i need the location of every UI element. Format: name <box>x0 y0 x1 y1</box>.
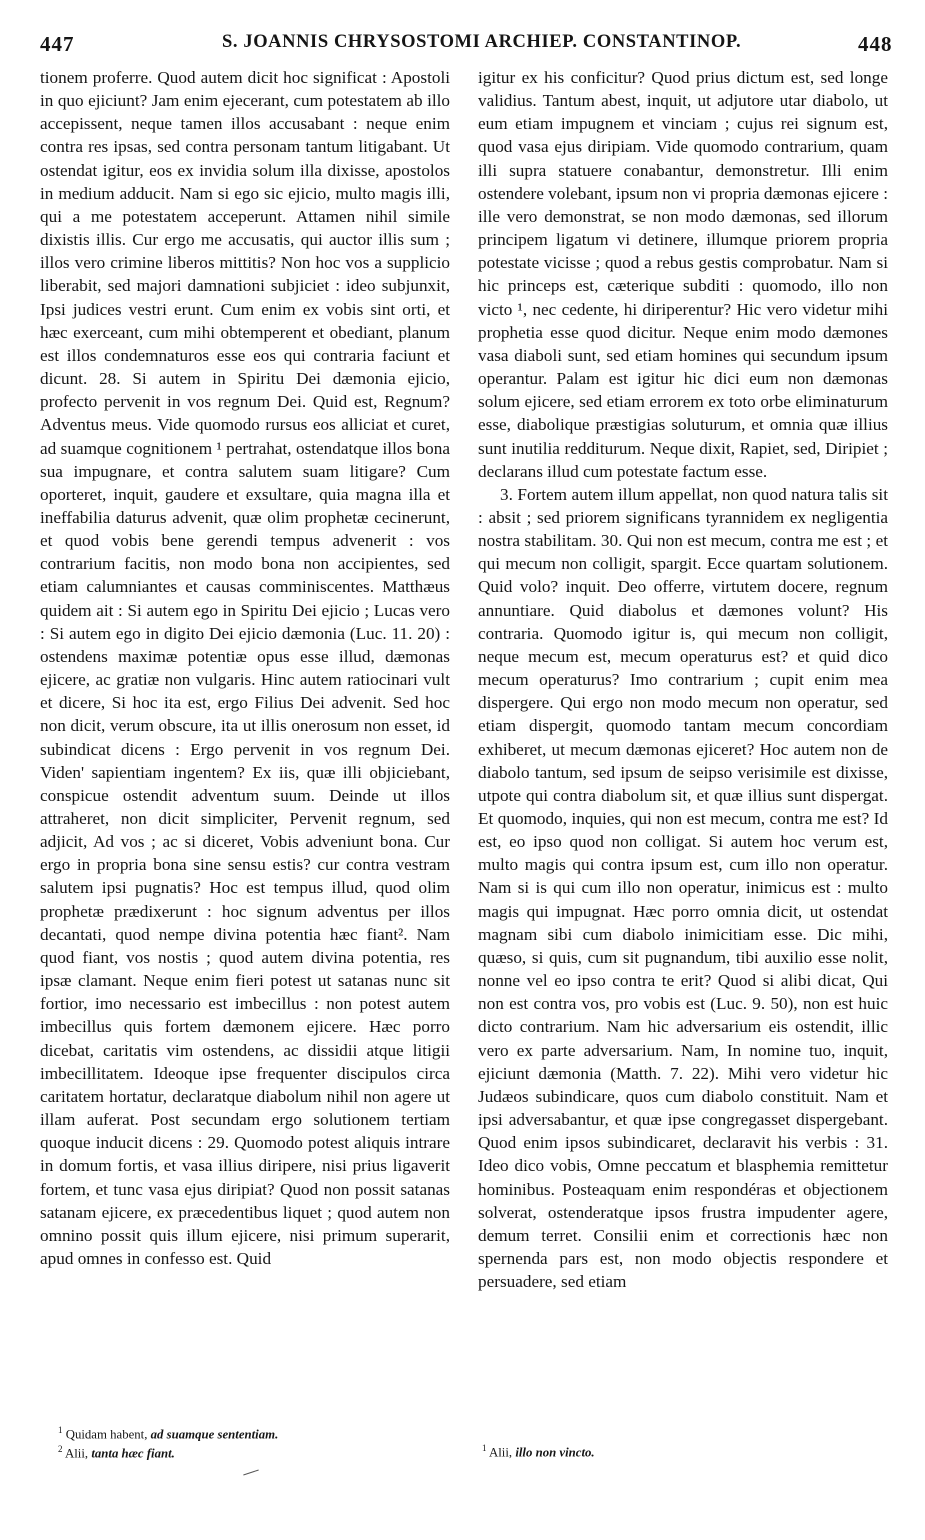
footnote-right-1 <box>482 1441 872 1460</box>
footnote-left-1 <box>58 1423 448 1442</box>
footnote-variant: illo non vincto. <box>515 1445 595 1460</box>
pen-stroke-mark <box>243 1470 259 1476</box>
footnote-variant: ad suamque sententiam. <box>150 1427 279 1442</box>
footnote-marker: 1 <box>58 1425 63 1435</box>
right-paragraph-2: 3. Fortem autem illum appellat, non quod natura talis sit : absit ; sed priorem significans tyrannidem ex negligentia nostra stabilitam. 30. Qui non est mecum, contra me est ; et qui mecum non colligit, spargit. Ecce quartam solutionem. Quid volo? inquit. Deo offerre, virtutem docere, regnum annuntiare. Quid diabolus et dæmones volunt? His contraria. Quomodo igitur is, qui mecum non colligit, neque mecum est, mecum operaturus est? et quid dico mecum operaturus? Imo contrarium ; cupit enim mea dispergere. Qui ergo non modo mecum non operatur, sed etiam dispergit, quomodo tantam mecum concordiam exhiberet, ut mecum dæmonas ejiceret? Hoc autem non de diabolo tantum, sed ipsum de seipso verisimile est dixisse, utpote qui contra diabolum sit, et quæ illius sunt dispergat. Et quomodo, inquies, qui non est mecum, contra me est? Id est, eo ipso quod non colligat. Si autem hoc verum est, multo magis qui contra ipsum est, cum illo non operatur. Nam si is qui cum illo non operatur, inimicus est : multo magis qui impugnat. Hæc porro omnia dicit, ut ostendat magnam sibi cum diabolo inimicitiam esse. Dic mihi, quæso, si quis, cum sit pugnandum, tibi auxilio esse nolit, nonne vel eo ipso contra te erit? Quod si alibi dicat, Qui non est contra vos, pro vobis est (Luc. 9. 50), non est huic dicto contrarium. Nam hic adversarium eis ostendit, illic vero ex parte adversarium. Nam, In nomine tuo, inquit, ejiciunt dæmonia (Matth. 7. 22). Mihi vero videtur hic Judæos subindicare, quos cum diabolo constituit. Nam et ipsi adversabantur, et quæ ipse congregasset dispergebant. Quod enim ipsos subindicaret, declaravit his verbis : 31. Ideo dico vobis, Omne peccatum et blasphemia remittetur hominibus. Posteaquam enim respondéras et objectionem solverat, ostenderatque ipsos frustra impudenter agere, demum terret. Consilii enim et correctionis hæc non spernenda pars est, non modo objectis respondere et persuadere, sed etiam <box>478 484 888 1292</box>
footnotes-right <box>482 1441 872 1460</box>
footnote-text: Alii, <box>489 1445 513 1460</box>
footnote-text: Alii, <box>65 1446 89 1461</box>
footnote-marker: 2 <box>58 1444 63 1455</box>
right-column <box>478 66 888 1293</box>
footnote-variant: tanta hæc fiant. <box>91 1446 175 1461</box>
page-number-right: 448 <box>858 32 893 56</box>
left-column <box>40 66 450 1270</box>
right-paragraph-1: igitur ex his conficitur? Quod prius dictum est, sed longe validius. Tantum abest, inquit, ut adjutore utar diabolo, ut eum etiam impugnem et vinciam ; cujus rei signum est, quod vasa ejus diripiam. Vide quomodo contrarium, quam illi supra statuere conabantur, demonstretur. Illi enim ostendere volebant, ipsum non vi propria dæmonas ejicere : ille vero demonstrat, se non modo dæmonas, sed illorum principem ligatum vi detinere, illumque priorem propria potestate vicisse ; quod a rebus gestis comprobatur. Nam si hic princeps est, cæterique subditi : quomodo, illo non victo ¹, nec cedente, hi diriperentur? Hic vero videtur mihi prophetia esse quod dicitur. Neque enim modo dæmones vasa diaboli sunt, sed etiam homines qui secundum ipsum operantur. Palam est igitur hic dici eum non dæmonas solum ejicere, sed etiam errorem ex toto orbe eliminaturum esse, diabolique præstigias soluturum, et omnia quæ illius sunt inutilia redditurum. Neque dixit, Rapiet, sed, Diripiet ; declarans illud cum potestate factum esse. <box>478 68 889 481</box>
left-paragraph-1: tionem proferre. Quod autem dicit hoc significat : Apostoli in quo ejiciunt? Jam enim ejecerant, cum potestatem ab illo accepissent, neque tamen illos accusabant : neque enim contra res ipsas, sed contra personam tantum litigabant. Ut ostendat igitur, eos ex invidia solum illa dixisse, apostolos in medium adducit. Nam si ego sic ejicio, multo magis illi, qui a me potestatem acceperunt. Attamen nihil simile dixistis illis. Cur ergo me accusatis, qui auctor illis sum ; illos vero crimine liberos mittitis? Non hoc vos a supplicio liberabit, sed majori damnationi subjiciet : ideo subjunxit, Ipsi judices vestri erunt. Cum enim ex vobis sint orti, et hæc exerceant, cum mihi obtemperent et obediant, planum est illos condemnaturos esse eos qui contraria faciunt et dicunt. 28. Si autem in Spiritu Dei dæmonia ejicio, profecto pervenit in vos regnum Dei. Quid est, Regnum? Adventus meus. Vide quomodo rursus eos alliciat et curet, ad suamque cognitionem ¹ pertrahat, ostendatque illos bona sua impugnare, et contra salutem suam litigare? Cum oporteret, inquit, gaudere et exsultare, quia magna illa et ineffabilia daturus advenit, quæ olim prophetæ cecinerunt, et quod vobis bene gerendi tempus advenerit : vos contrarium facitis, non modo bona non accipientes, sed etiam calumniantes et causas comminiscentes. Matthæus quidem ait : Si autem ego in Spiritu Dei ejicio ; Lucas vero : Si autem ego in digito Dei ejicio dæmonia (Luc. 11. 20) : ostendens maximæ potentiæ opus esse illud, dæmonas ejicere, ac gratiæ non vulgaris. Hinc autem ratiocinari vult et dicere, Si hoc ita est, ergo Filius Dei advenit. Sed hoc non dicit, verum obscure, ita ut illis onerosum non esset, id subindicat dicens : Ergo pervenit in vos regnum Dei. Viden' sapientiam ingentem? Ex iis, quæ illi objiciebant, conspicue ostendit adventum suum. Deinde ut illos attraheret, non dicit simpliciter, Pervenit regnum, sed adjicit, Ad vos ; ac si diceret, Vobis adveniunt bona. Cur ergo in propria bona sine sensu estis? cur contra vestram salutem ipsi pugnatis? Hoc est tempus illud, quod olim prophetæ prædixerunt : hoc signum adventus per illos decantati, quod nempe divina potentia hæc fiant². Nam quod fiant, vos nostis ; quod autem divina potentia, res ipsæ clamant. Neque enim fieri potest ut satanas nunc sit fortior, imo necessario est imbecillus : non potest autem imbecillus quis fortem dæmonem ejicere. Hæc porro dicebat, caritatis vim ostendens, ac dissidii atque litigii imbecillitatem. Ideoque ipse frequenter discipulos circa caritatem hortatur, declaratque diabolum nihil non agere ut illam auferat. Post secundam ergo solutionem tertiam quoque inducit dicens : 29. Quomodo potest aliquis intrare in domum fortis, et vasa illius diripere, nisi prius ligaverit fortem, et tunc vasa ejus diripiat? Quod non possit satanas satanam ejicere, ex præcedentibus liquet ; quod autem non omnino possit quis illum ejicere, nisi primum superarit, apud omnes in confesso est. Quid <box>40 68 450 1268</box>
running-title: S. JOANNIS CHRYSOSTOMI ARCHIEP. CONSTANTINOP. <box>222 32 742 52</box>
footnotes-left <box>58 1423 448 1462</box>
footnote-left-2 <box>58 1442 448 1461</box>
running-header <box>0 0 925 62</box>
footnote-text: Quidam habent, <box>65 1427 148 1442</box>
page-number-left: 447 <box>40 32 75 56</box>
footnote-marker: 1 <box>482 1443 487 1453</box>
